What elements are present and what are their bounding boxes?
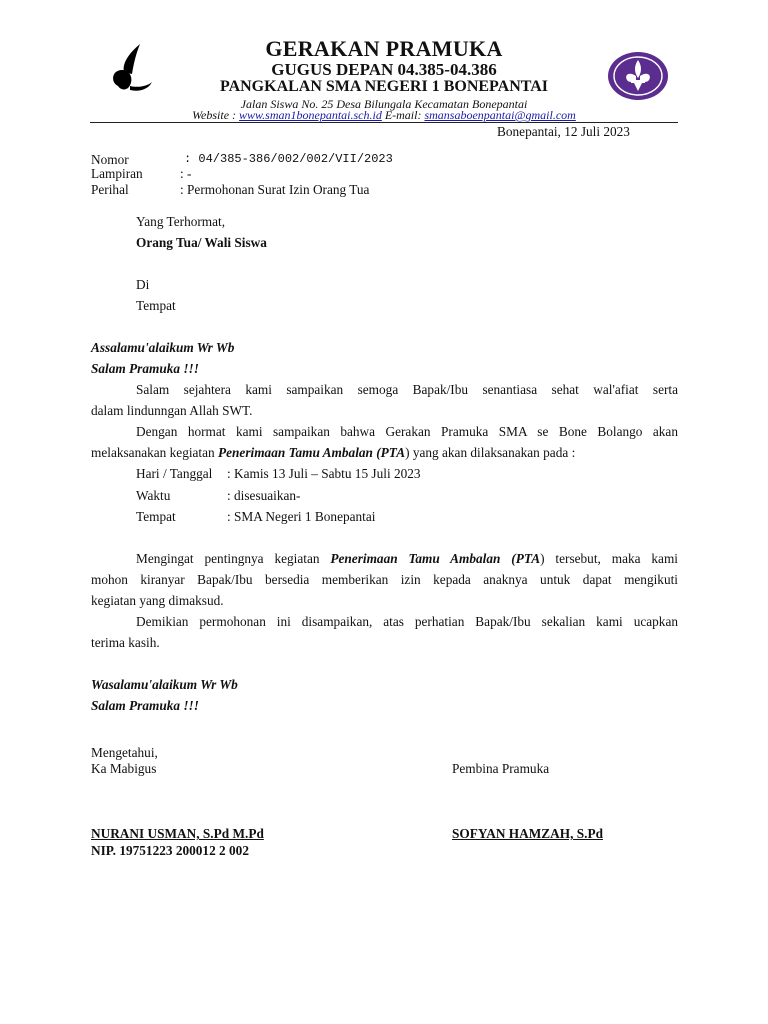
paragraph-2-line-2 bbox=[91, 442, 575, 463]
recipient-di: Di bbox=[136, 277, 150, 292]
recipient-tempat: Tempat bbox=[136, 298, 176, 313]
paragraph-3-line-1 bbox=[136, 548, 678, 569]
paragraph-4-line-1: Demikian permohonan ini disampaikan, atas perhatian Bapak/Ibu sekalian kami ucapkan bbox=[136, 614, 678, 629]
website-link[interactable]: www.sman1bonepantai.sch.id bbox=[239, 108, 382, 122]
opening-pramuka: Salam Pramuka !!! bbox=[91, 361, 199, 376]
p2-post: ) yang akan dilaksanakan pada : bbox=[405, 445, 576, 460]
opening-salam: Assalamu'alaikum Wr Wb bbox=[91, 340, 235, 355]
perihal-value: : Permohonan Surat Izin Orang Tua bbox=[180, 182, 370, 197]
tempat-value: : SMA Negeri 1 Bonepantai bbox=[227, 509, 376, 524]
hari-value: : Kamis 13 Juli – Sabtu 15 Juli 2023 bbox=[227, 466, 421, 481]
left-signer-nip: NIP. 19751223 200012 2 002 bbox=[91, 843, 249, 858]
paragraph-3-line-2: mohon kiranyar Bapak/Ibu bersedia memberikan izin kepada anaknya untuk dapat mengikuti bbox=[91, 572, 678, 587]
p2-pre: melaksanakan kegiatan bbox=[91, 445, 219, 460]
gugus-depan: GUGUS DEPAN 04.385-04.386 bbox=[271, 60, 497, 79]
perihal-label: Perihal bbox=[91, 182, 129, 197]
closing-salam: Wasalamu'alaikum Wr Wb bbox=[91, 677, 238, 692]
date-line: Bonepantai, 12 Juli 2023 bbox=[497, 124, 630, 139]
tempat-label: Tempat bbox=[136, 509, 176, 524]
right-signer-name: SOFYAN HAMZAH, S.Pd bbox=[452, 826, 603, 841]
website-label: Website : bbox=[192, 108, 237, 122]
org-title: GERAKAN PRAMUKA bbox=[265, 36, 503, 61]
paragraph-1-line-2: dalam lindunngan Allah SWT. bbox=[91, 403, 253, 418]
waktu-label: Waktu bbox=[136, 488, 171, 503]
mengetahui: Mengetahui, bbox=[91, 745, 158, 760]
p3-event-name: Penerimaan Tamu Ambalan (PTA bbox=[330, 551, 541, 566]
email-link[interactable]: smansaboenpantai@gmail.com bbox=[424, 108, 576, 122]
address-line: Jalan Siswa No. 25 Desa Bilungala Kecamatan Bonepantai bbox=[240, 97, 528, 111]
p3-pre: Mengingat pentingnya kegiatan bbox=[136, 551, 331, 566]
lampiran-value: : - bbox=[180, 166, 192, 181]
greeting: Yang Terhormat, bbox=[136, 214, 226, 229]
left-signer-role: Ka Mabigus bbox=[91, 761, 157, 776]
p3-post: ) tersebut, maka kami bbox=[540, 551, 679, 566]
closing-pramuka: Salam Pramuka !!! bbox=[91, 698, 199, 713]
hari-label: Hari / Tanggal bbox=[136, 466, 213, 481]
nomor-value: : 04/385-386/002/002/VII/2023 bbox=[184, 152, 393, 166]
paragraph-1-line-1: Salam sejahtera kami sampaikan semoga Bapak/Ibu senantiasa sehat wal'afiat serta bbox=[136, 382, 678, 397]
email-label: E-mail: bbox=[384, 108, 422, 122]
paragraph-3-line-3: kegiatan yang dimaksud. bbox=[91, 593, 224, 608]
contact-line bbox=[0, 108, 768, 123]
right-signer-role: Pembina Pramuka bbox=[452, 761, 550, 776]
waktu-value: : disesuaikan- bbox=[227, 488, 301, 503]
left-signer-name: NURANI USMAN, S.Pd M.Pd bbox=[91, 826, 264, 841]
pangkalan: PANGKALAN SMA NEGERI 1 BONEPANTAI bbox=[219, 78, 549, 95]
recipient-name: Orang Tua/ Wali Siswa bbox=[136, 235, 267, 250]
paragraph-2-line-1: Dengan hormat kami sampaikan bahwa Gerakan Pramuka SMA se Bone Bolango akan bbox=[136, 424, 678, 439]
nomor-label: Nomor bbox=[91, 152, 129, 167]
lampiran-label: Lampiran bbox=[91, 166, 143, 181]
p2-event-name: Penerimaan Tamu Ambalan (PTA bbox=[218, 445, 406, 460]
paragraph-4-line-2: terima kasih. bbox=[91, 635, 160, 650]
